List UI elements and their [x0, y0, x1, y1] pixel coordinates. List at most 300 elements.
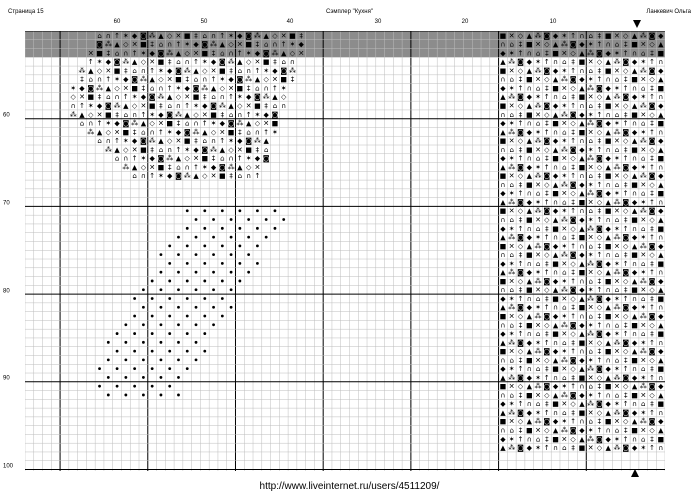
svg-text:∩: ∩ — [579, 417, 585, 426]
svg-text:⌂: ⌂ — [509, 216, 514, 225]
svg-text:◙: ◙ — [596, 119, 603, 128]
svg-text:‡: ‡ — [650, 154, 654, 163]
svg-text:▲: ▲ — [552, 180, 559, 189]
svg-text:⁂: ⁂ — [613, 128, 621, 137]
svg-text:⌂: ⌂ — [202, 31, 208, 40]
svg-text:‡: ‡ — [571, 198, 575, 207]
svg-text:✶: ✶ — [561, 66, 568, 75]
svg-text:⌂: ⌂ — [509, 75, 514, 84]
svg-text:◇: ◇ — [596, 198, 603, 207]
svg-text:∩: ∩ — [114, 93, 120, 102]
svg-text:∩: ∩ — [149, 128, 155, 137]
svg-text:◇: ◇ — [649, 110, 655, 119]
svg-text:∩: ∩ — [272, 40, 278, 49]
svg-text:■: ■ — [657, 154, 665, 163]
svg-text:◆: ◆ — [631, 163, 638, 172]
svg-text:✕: ✕ — [184, 93, 191, 102]
svg-text:✕: ✕ — [140, 102, 147, 111]
svg-text:◙: ◙ — [175, 172, 182, 181]
svg-text:↑: ↑ — [570, 382, 577, 391]
svg-text:▲: ▲ — [526, 417, 532, 426]
svg-text:✕: ✕ — [193, 49, 199, 58]
svg-text:◆: ◆ — [605, 119, 611, 128]
svg-text:◙: ◙ — [596, 435, 603, 444]
svg-text:✶: ✶ — [587, 180, 594, 189]
svg-text:‡: ‡ — [167, 58, 172, 67]
svg-text:◙: ◙ — [254, 93, 261, 102]
svg-text:◙: ◙ — [245, 31, 253, 40]
svg-text:▲: ▲ — [631, 102, 638, 111]
svg-text:✕: ✕ — [508, 312, 515, 321]
svg-text:⁂: ⁂ — [201, 84, 209, 93]
svg-text:■: ■ — [271, 119, 279, 128]
svg-text:◙: ◙ — [236, 75, 244, 84]
svg-text:■: ■ — [113, 66, 121, 75]
pattern-title: Сэмплер "Кухня" — [326, 9, 373, 15]
svg-text:■: ■ — [604, 347, 612, 356]
svg-text:‡: ‡ — [238, 128, 242, 137]
svg-text:✶: ✶ — [254, 110, 261, 119]
svg-text:■: ■ — [657, 330, 665, 339]
svg-text:⁂: ⁂ — [148, 137, 156, 146]
svg-text:↑: ↑ — [517, 154, 524, 163]
svg-text:↑: ↑ — [543, 163, 550, 172]
svg-text:▲: ▲ — [526, 102, 532, 111]
svg-text:▲: ▲ — [631, 382, 638, 391]
svg-text:✕: ✕ — [535, 216, 541, 225]
svg-text:✕: ✕ — [149, 163, 156, 172]
svg-text:▲: ▲ — [552, 251, 559, 260]
svg-text:↑: ↑ — [622, 259, 629, 268]
svg-text:■: ■ — [525, 216, 533, 225]
svg-text:◙: ◙ — [113, 58, 121, 67]
svg-text:✶: ✶ — [122, 31, 129, 40]
top-ruler — [0, 19, 699, 31]
svg-text:◙: ◙ — [227, 119, 235, 128]
svg-text:↑: ↑ — [570, 172, 577, 181]
ruler-label-10: 10 — [549, 19, 557, 25]
svg-text:∩: ∩ — [631, 154, 638, 163]
svg-text:⁂: ⁂ — [587, 330, 595, 339]
svg-text:■: ■ — [183, 31, 191, 40]
svg-text:◆: ◆ — [579, 251, 585, 260]
svg-text:↑: ↑ — [236, 49, 243, 58]
svg-text:∩: ∩ — [658, 233, 664, 242]
svg-text:⁂: ⁂ — [139, 75, 147, 84]
svg-text:◙: ◙ — [622, 303, 630, 312]
svg-text:✶: ✶ — [561, 347, 568, 356]
svg-text:⁂: ⁂ — [148, 31, 156, 40]
svg-text:✕: ✕ — [114, 128, 121, 137]
svg-text:▲: ▲ — [175, 49, 182, 58]
svg-text:∩: ∩ — [553, 373, 559, 382]
svg-text:■: ■ — [578, 303, 586, 312]
svg-text:■: ■ — [657, 435, 665, 444]
svg-text:◇: ◇ — [570, 259, 576, 268]
svg-text:∩: ∩ — [526, 84, 532, 93]
svg-text:⁂: ⁂ — [508, 163, 516, 172]
svg-text:✕: ✕ — [166, 75, 173, 84]
svg-text:■: ■ — [183, 137, 191, 146]
svg-text:∩: ∩ — [553, 128, 559, 137]
svg-text:✶: ✶ — [96, 58, 103, 67]
svg-text:∩: ∩ — [631, 294, 638, 303]
svg-text:‡: ‡ — [650, 294, 654, 303]
svg-text:◇: ◇ — [202, 66, 208, 75]
svg-text:◙: ◙ — [596, 189, 603, 198]
svg-text:◆: ◆ — [500, 330, 506, 339]
svg-text:∩: ∩ — [631, 84, 638, 93]
svg-text:‡: ‡ — [141, 84, 146, 93]
svg-text:■: ■ — [657, 400, 665, 409]
svg-text:⁂: ⁂ — [560, 40, 568, 49]
svg-text:⌂: ⌂ — [641, 400, 646, 409]
svg-text:✕: ✕ — [149, 58, 156, 67]
svg-text:■: ■ — [525, 40, 533, 49]
svg-text:‡: ‡ — [211, 154, 216, 163]
svg-text:◆: ◆ — [298, 40, 304, 49]
svg-text:‡: ‡ — [597, 347, 602, 356]
svg-text:◙: ◙ — [517, 93, 524, 102]
svg-text:◙: ◙ — [648, 312, 656, 321]
svg-text:▲: ▲ — [193, 172, 199, 181]
svg-text:◇: ◇ — [623, 382, 629, 391]
svg-text:⌂: ⌂ — [263, 40, 269, 49]
svg-text:⁂: ⁂ — [639, 242, 647, 251]
svg-text:⌂: ⌂ — [614, 216, 620, 225]
svg-text:∩: ∩ — [658, 444, 664, 453]
svg-text:⌂: ⌂ — [562, 303, 567, 312]
svg-text:◆: ◆ — [158, 110, 164, 119]
svg-text:↑: ↑ — [622, 119, 629, 128]
svg-text:◙: ◙ — [280, 66, 288, 75]
svg-text:▲: ▲ — [579, 259, 585, 268]
svg-text:‡: ‡ — [571, 128, 575, 137]
svg-text:⌂: ⌂ — [614, 356, 620, 365]
svg-text:↑: ↑ — [570, 31, 577, 40]
svg-text:◙: ◙ — [569, 356, 577, 365]
svg-text:◙: ◙ — [157, 154, 165, 163]
svg-text:▲: ▲ — [579, 435, 585, 444]
svg-text:▲: ▲ — [526, 382, 532, 391]
svg-text:↑: ↑ — [193, 163, 199, 172]
svg-text:✕: ✕ — [640, 251, 647, 260]
row-label-90: 90 — [3, 375, 10, 382]
svg-text:■: ■ — [87, 93, 95, 102]
svg-text:↑: ↑ — [570, 102, 577, 111]
svg-text:⌂: ⌂ — [123, 110, 129, 119]
svg-text:✶: ✶ — [105, 119, 112, 128]
row-label-100: 100 — [3, 463, 14, 470]
svg-text:∩: ∩ — [553, 163, 559, 172]
svg-text:◆: ◆ — [552, 137, 559, 146]
svg-text:✕: ✕ — [587, 268, 594, 277]
svg-text:✕: ✕ — [131, 145, 138, 154]
svg-text:↑: ↑ — [622, 435, 629, 444]
svg-text:◆: ◆ — [579, 145, 585, 154]
svg-text:✕: ✕ — [587, 408, 594, 417]
svg-text:▲: ▲ — [579, 84, 585, 93]
svg-text:‡: ‡ — [623, 145, 628, 154]
svg-text:‡: ‡ — [571, 233, 575, 242]
svg-text:∩: ∩ — [184, 58, 190, 67]
row-label-70: 70 — [3, 200, 10, 207]
svg-text:⁂: ⁂ — [253, 31, 261, 40]
svg-text:◇: ◇ — [649, 321, 655, 330]
svg-text:‡: ‡ — [255, 145, 260, 154]
svg-text:‡: ‡ — [597, 277, 602, 286]
svg-text:‡: ‡ — [623, 426, 628, 435]
svg-text:✕: ✕ — [535, 426, 541, 435]
svg-text:■: ■ — [262, 58, 270, 67]
svg-text:↑: ↑ — [649, 408, 655, 417]
svg-text:▲: ▲ — [658, 75, 664, 84]
svg-text:⌂: ⌂ — [88, 75, 94, 84]
svg-text:⌂: ⌂ — [535, 49, 541, 58]
svg-text:‡: ‡ — [106, 49, 111, 58]
svg-text:◙: ◙ — [201, 145, 209, 154]
svg-text:↑: ↑ — [543, 338, 550, 347]
svg-text:▲: ▲ — [605, 233, 611, 242]
svg-text:✶: ✶ — [508, 224, 515, 233]
svg-text:■: ■ — [578, 163, 586, 172]
svg-text:◙: ◙ — [569, 110, 577, 119]
svg-text:◇: ◇ — [649, 180, 655, 189]
svg-text:∩: ∩ — [526, 294, 532, 303]
svg-text:◙: ◙ — [166, 110, 174, 119]
svg-text:◇: ◇ — [649, 356, 655, 365]
svg-text:✶: ✶ — [561, 137, 568, 146]
svg-text:◇: ◇ — [570, 49, 576, 58]
svg-text:⁂: ⁂ — [227, 163, 235, 172]
svg-text:■: ■ — [657, 189, 665, 198]
svg-text:‡: ‡ — [299, 31, 304, 40]
svg-text:✕: ✕ — [87, 49, 94, 58]
svg-text:‡: ‡ — [264, 102, 268, 111]
svg-text:✕: ✕ — [587, 444, 594, 453]
svg-text:✶: ✶ — [640, 93, 647, 102]
svg-text:▲: ▲ — [500, 163, 506, 172]
svg-text:◙: ◙ — [648, 347, 656, 356]
svg-text:∩: ∩ — [605, 391, 611, 400]
svg-text:↑: ↑ — [175, 40, 182, 49]
svg-text:▲: ▲ — [79, 110, 85, 119]
svg-text:✶: ✶ — [614, 84, 620, 93]
svg-text:▲: ▲ — [526, 137, 532, 146]
svg-text:‡: ‡ — [623, 110, 628, 119]
svg-text:✶: ✶ — [236, 93, 243, 102]
svg-text:⌂: ⌂ — [588, 242, 593, 251]
svg-text:⁂: ⁂ — [166, 49, 174, 58]
svg-text:‡: ‡ — [124, 66, 128, 75]
svg-text:✶: ✶ — [535, 303, 541, 312]
svg-text:◆: ◆ — [500, 119, 506, 128]
svg-text:∩: ∩ — [526, 435, 532, 444]
svg-text:⌂: ⌂ — [509, 145, 514, 154]
svg-text:◇: ◇ — [517, 347, 524, 356]
svg-text:∩: ∩ — [500, 356, 506, 365]
svg-text:⌂: ⌂ — [614, 40, 620, 49]
svg-text:∩: ∩ — [631, 224, 638, 233]
svg-text:∩: ∩ — [631, 259, 638, 268]
svg-text:✶: ✶ — [614, 365, 620, 374]
svg-text:▲: ▲ — [272, 93, 278, 102]
svg-text:⁂: ⁂ — [534, 312, 542, 321]
svg-text:⌂: ⌂ — [641, 330, 646, 339]
svg-text:◙: ◙ — [596, 84, 603, 93]
svg-text:◆: ◆ — [114, 119, 120, 128]
svg-text:◆: ◆ — [658, 137, 664, 146]
svg-text:▲: ▲ — [245, 119, 252, 128]
svg-text:◙: ◙ — [569, 40, 577, 49]
svg-text:■: ■ — [166, 119, 174, 128]
svg-text:↑: ↑ — [517, 365, 524, 374]
svg-text:■: ■ — [525, 251, 533, 260]
svg-text:◆: ◆ — [605, 154, 611, 163]
svg-text:◇: ◇ — [167, 31, 173, 40]
svg-text:∩: ∩ — [605, 251, 611, 260]
svg-text:◆: ◆ — [658, 277, 664, 286]
svg-text:‡: ‡ — [597, 137, 602, 146]
svg-text:◙: ◙ — [648, 417, 656, 426]
svg-text:▲: ▲ — [131, 163, 138, 172]
svg-text:‡: ‡ — [545, 294, 549, 303]
svg-text:◇: ◇ — [544, 216, 550, 225]
svg-text:✶: ✶ — [614, 400, 620, 409]
svg-text:↑: ↑ — [517, 330, 524, 339]
svg-text:◙: ◙ — [596, 49, 603, 58]
svg-text:∩: ∩ — [579, 102, 585, 111]
svg-text:◇: ◇ — [623, 137, 629, 146]
svg-text:⌂: ⌂ — [614, 321, 620, 330]
svg-text:∩: ∩ — [579, 347, 585, 356]
svg-text:▲: ▲ — [123, 102, 129, 111]
svg-text:↑: ↑ — [543, 408, 550, 417]
svg-text:✕: ✕ — [640, 40, 647, 49]
svg-text:◇: ◇ — [570, 189, 576, 198]
svg-text:⁂: ⁂ — [508, 58, 516, 67]
svg-text:■: ■ — [552, 330, 559, 339]
svg-text:◙: ◙ — [262, 49, 270, 58]
svg-text:⁂: ⁂ — [560, 286, 568, 295]
svg-text:▲: ▲ — [631, 347, 638, 356]
svg-text:‡: ‡ — [159, 102, 163, 111]
svg-text:∩: ∩ — [579, 137, 585, 146]
svg-text:✕: ✕ — [535, 180, 541, 189]
svg-text:⁂: ⁂ — [560, 426, 568, 435]
svg-text:↑: ↑ — [596, 216, 603, 225]
svg-text:↑: ↑ — [543, 58, 550, 67]
svg-text:‡: ‡ — [545, 224, 549, 233]
svg-text:∩: ∩ — [526, 400, 532, 409]
svg-text:◙: ◙ — [622, 128, 630, 137]
svg-text:◙: ◙ — [543, 382, 551, 391]
svg-text:◇: ◇ — [105, 128, 112, 137]
svg-text:■: ■ — [578, 233, 586, 242]
svg-text:■: ■ — [499, 417, 507, 426]
svg-text:✕: ✕ — [508, 277, 515, 286]
svg-text:◆: ◆ — [552, 347, 559, 356]
svg-text:◙: ◙ — [157, 49, 165, 58]
svg-text:◇: ◇ — [228, 40, 234, 49]
svg-text:▲: ▲ — [579, 189, 585, 198]
svg-text:▲: ▲ — [605, 303, 611, 312]
svg-text:◆: ◆ — [552, 417, 559, 426]
svg-text:↑: ↑ — [543, 128, 550, 137]
svg-text:⁂: ⁂ — [587, 49, 595, 58]
svg-text:∩: ∩ — [263, 84, 269, 93]
svg-text:▲: ▲ — [526, 66, 532, 75]
svg-text:◆: ◆ — [552, 312, 559, 321]
svg-text:↑: ↑ — [649, 163, 655, 172]
svg-text:✶: ✶ — [587, 391, 594, 400]
svg-text:↑: ↑ — [517, 435, 524, 444]
svg-text:◙: ◙ — [648, 382, 656, 391]
svg-text:✕: ✕ — [561, 330, 568, 339]
svg-text:✶: ✶ — [508, 154, 515, 163]
svg-text:◆: ◆ — [658, 417, 664, 426]
svg-text:↑: ↑ — [263, 128, 270, 137]
svg-text:◆: ◆ — [579, 391, 585, 400]
svg-text:■: ■ — [499, 312, 507, 321]
svg-text:▲: ▲ — [193, 66, 199, 75]
svg-text:◇: ◇ — [570, 365, 576, 374]
svg-text:∩: ∩ — [553, 268, 559, 277]
svg-text:∩: ∩ — [553, 233, 559, 242]
svg-text:▲: ▲ — [552, 286, 559, 295]
svg-text:⁂: ⁂ — [613, 408, 621, 417]
svg-text:↑: ↑ — [543, 233, 550, 242]
svg-text:◙: ◙ — [596, 365, 603, 374]
svg-text:⁂: ⁂ — [288, 66, 296, 75]
svg-text:◇: ◇ — [623, 347, 629, 356]
svg-text:⁂: ⁂ — [639, 66, 647, 75]
svg-text:■: ■ — [604, 242, 612, 251]
svg-text:↑: ↑ — [517, 84, 524, 93]
svg-text:■: ■ — [552, 84, 559, 93]
svg-text:◆: ◆ — [658, 102, 664, 111]
svg-text:◙: ◙ — [596, 224, 603, 233]
svg-text:■: ■ — [657, 49, 665, 58]
svg-text:◆: ◆ — [500, 84, 506, 93]
svg-text:■: ■ — [525, 356, 533, 365]
svg-text:⌂: ⌂ — [614, 145, 620, 154]
svg-text:⁂: ⁂ — [560, 110, 568, 119]
svg-text:∩: ∩ — [553, 198, 559, 207]
svg-text:◇: ◇ — [544, 145, 550, 154]
svg-text:‡: ‡ — [203, 93, 207, 102]
svg-text:◙: ◙ — [517, 198, 524, 207]
svg-text:◇: ◇ — [140, 163, 147, 172]
svg-text:◇: ◇ — [517, 31, 524, 40]
svg-text:◇: ◇ — [649, 216, 655, 225]
svg-text:◙: ◙ — [569, 75, 577, 84]
svg-text:⁂: ⁂ — [104, 145, 112, 154]
svg-text:↑: ↑ — [228, 93, 235, 102]
svg-text:∩: ∩ — [579, 312, 585, 321]
svg-text:◇: ◇ — [245, 163, 252, 172]
svg-text:■: ■ — [192, 93, 200, 102]
svg-text:✶: ✶ — [640, 373, 647, 382]
svg-text:◙: ◙ — [218, 58, 226, 67]
svg-text:∩: ∩ — [105, 137, 111, 146]
svg-text:▲: ▲ — [263, 31, 269, 40]
svg-text:■: ■ — [657, 119, 665, 128]
svg-text:∩: ∩ — [553, 444, 559, 453]
svg-text:◆: ◆ — [193, 145, 199, 154]
svg-text:∩: ∩ — [553, 58, 559, 67]
svg-text:✕: ✕ — [640, 356, 647, 365]
